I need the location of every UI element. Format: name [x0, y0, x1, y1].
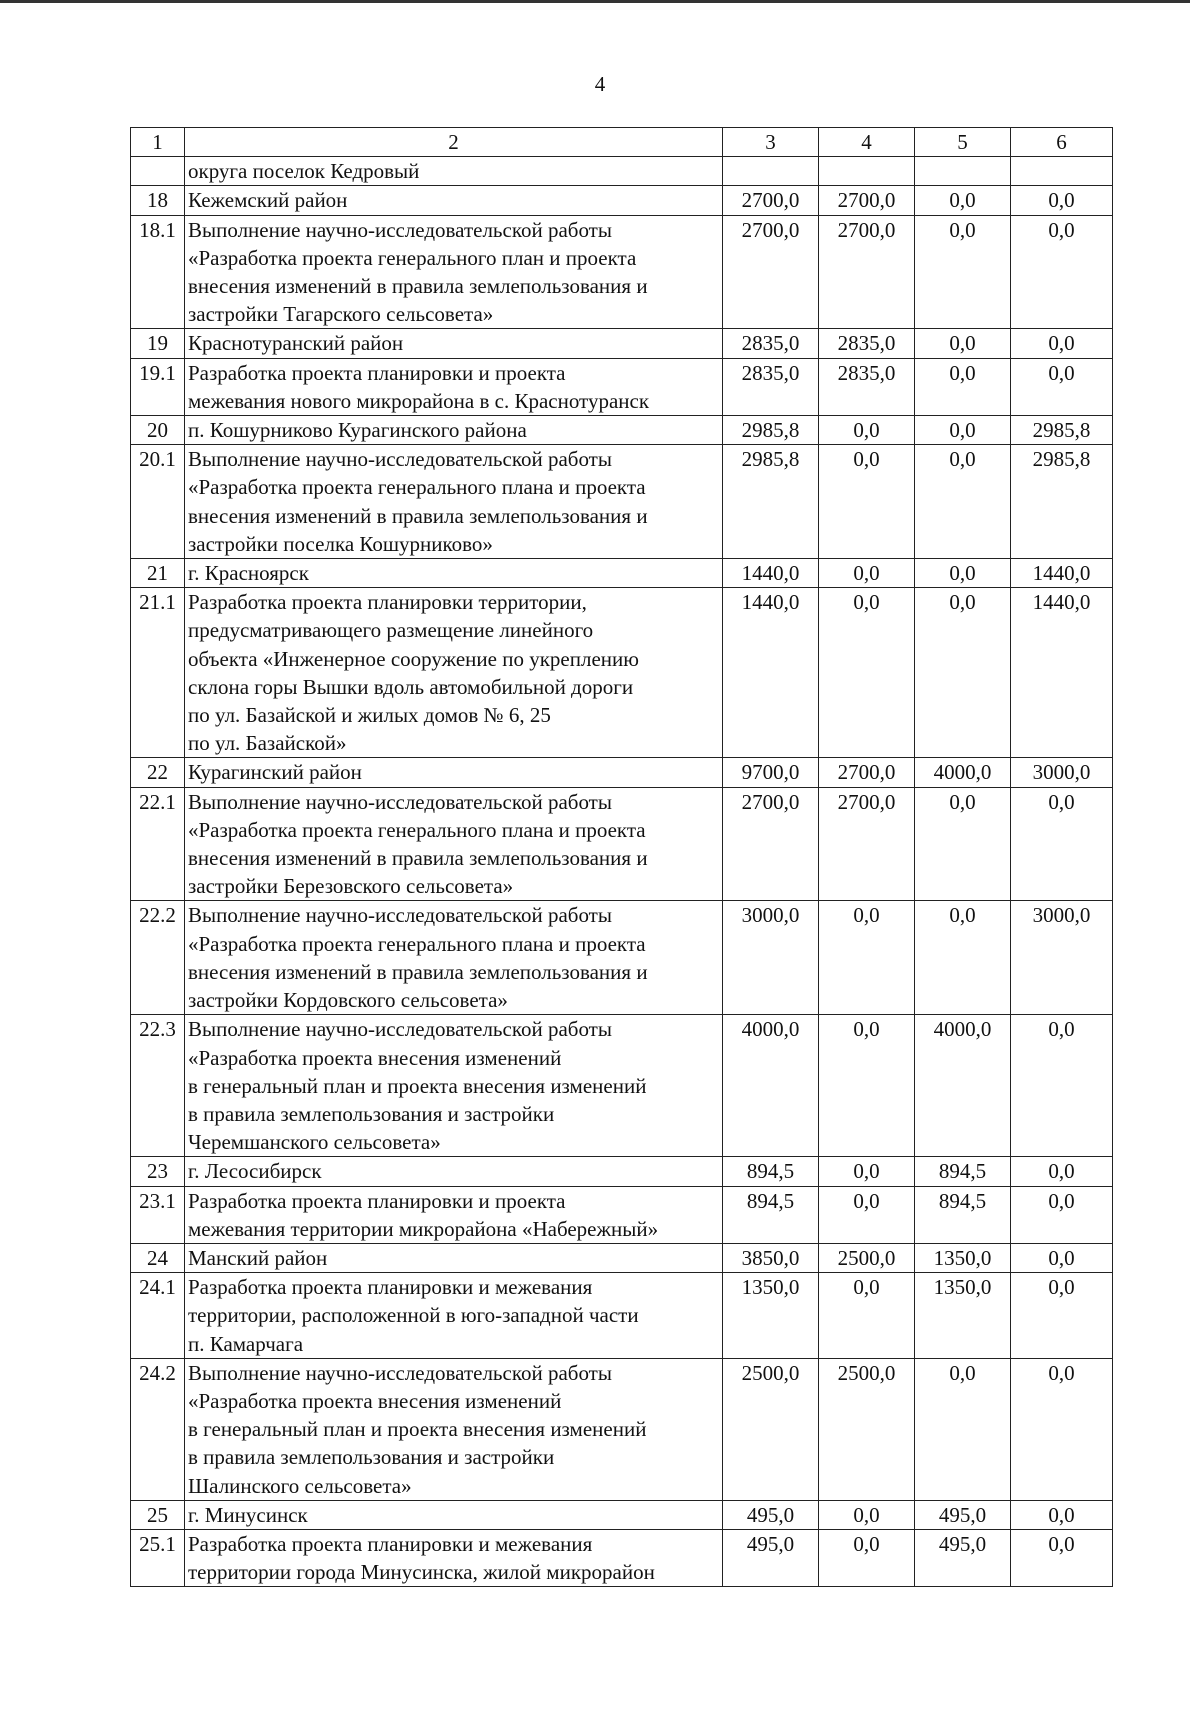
value-col-3: 9700,0 — [723, 758, 819, 787]
value-col-5: 495,0 — [915, 1529, 1011, 1586]
value-col-4: 0,0 — [819, 559, 915, 588]
value-col-4: 0,0 — [819, 901, 915, 1015]
row-name: округа поселок Кедровый — [185, 157, 723, 186]
row-number: 23.1 — [131, 1186, 185, 1243]
value-col-3: 2500,0 — [723, 1358, 819, 1500]
value-col-3: 1440,0 — [723, 588, 819, 758]
row-number: 18.1 — [131, 215, 185, 329]
header-col-1: 1 — [131, 128, 185, 157]
value-col-5: 0,0 — [915, 787, 1011, 901]
row-number: 19.1 — [131, 358, 185, 415]
value-col-3: 495,0 — [723, 1500, 819, 1529]
value-col-6: 2985,8 — [1011, 416, 1113, 445]
value-col-3: 495,0 — [723, 1529, 819, 1586]
table-row — [131, 329, 1113, 358]
value-col-6: 0,0 — [1011, 1186, 1113, 1243]
value-col-6: 0,0 — [1011, 1015, 1113, 1157]
table-row — [131, 588, 1113, 758]
row-name: Краснотуранский район — [185, 329, 723, 358]
value-col-4 — [819, 157, 915, 186]
table-row — [131, 1500, 1113, 1529]
value-col-5: 0,0 — [915, 186, 1011, 215]
table-row — [131, 186, 1113, 215]
value-col-5: 1350,0 — [915, 1273, 1011, 1359]
value-col-3: 2700,0 — [723, 787, 819, 901]
table-row — [131, 787, 1113, 901]
row-number: 23 — [131, 1157, 185, 1186]
value-col-6: 0,0 — [1011, 1273, 1113, 1359]
value-col-6: 1440,0 — [1011, 559, 1113, 588]
value-col-4: 2700,0 — [819, 215, 915, 329]
value-col-5: 0,0 — [915, 358, 1011, 415]
row-number: 20.1 — [131, 445, 185, 559]
table-row — [131, 416, 1113, 445]
row-number: 21.1 — [131, 588, 185, 758]
row-number: 24 — [131, 1243, 185, 1272]
value-col-6 — [1011, 157, 1113, 186]
value-col-3: 2985,8 — [723, 416, 819, 445]
row-name: Курагинский район — [185, 758, 723, 787]
header-col-2: 2 — [185, 128, 723, 157]
value-col-5: 0,0 — [915, 559, 1011, 588]
value-col-4: 0,0 — [819, 1186, 915, 1243]
row-number: 25.1 — [131, 1529, 185, 1586]
value-col-6: 0,0 — [1011, 329, 1113, 358]
row-number: 20 — [131, 416, 185, 445]
table-row — [131, 559, 1113, 588]
row-number: 24.1 — [131, 1273, 185, 1359]
value-col-3: 2835,0 — [723, 329, 819, 358]
table-row — [131, 1015, 1113, 1157]
table-row — [131, 1186, 1113, 1243]
value-col-5: 0,0 — [915, 588, 1011, 758]
value-col-3: 1440,0 — [723, 559, 819, 588]
row-number: 22.3 — [131, 1015, 185, 1157]
header-col-6: 6 — [1011, 128, 1113, 157]
value-col-4: 0,0 — [819, 1529, 915, 1586]
row-number: 25 — [131, 1500, 185, 1529]
value-col-6: 0,0 — [1011, 1500, 1113, 1529]
value-col-6: 0,0 — [1011, 1243, 1113, 1272]
value-col-5: 0,0 — [915, 445, 1011, 559]
value-col-6: 3000,0 — [1011, 758, 1113, 787]
row-name: Кежемский район — [185, 186, 723, 215]
value-col-4: 0,0 — [819, 416, 915, 445]
value-col-3: 4000,0 — [723, 1015, 819, 1157]
value-col-4: 0,0 — [819, 1015, 915, 1157]
value-col-4: 0,0 — [819, 1157, 915, 1186]
table-row — [131, 1243, 1113, 1272]
value-col-3: 2985,8 — [723, 445, 819, 559]
row-name: Выполнение научно-исследовательской работы «Разработка проекта внесения изменений в генеральный план и проекта внесения изменений в правила землепользования и застройки Шалинского сельсовета» — [185, 1358, 723, 1500]
row-name: г. Лесосибирск — [185, 1157, 723, 1186]
value-col-6: 0,0 — [1011, 1529, 1113, 1586]
row-number: 22.2 — [131, 901, 185, 1015]
row-name: Разработка проекта планировки территории, предусматривающего размещение линейного объекта «Инженерное сооружение по укреплению склона горы Вышки вдоль автомобильной дороги по ул. Базайской и жилых домов № 6, 25 по ул. Базайской» — [185, 588, 723, 758]
value-col-5: 0,0 — [915, 215, 1011, 329]
value-col-3: 2700,0 — [723, 215, 819, 329]
value-col-3: 3850,0 — [723, 1243, 819, 1272]
row-name: Разработка проекта планировки и межевания территории города Минусинска, жилой микрорайон — [185, 1529, 723, 1586]
value-col-4: 2835,0 — [819, 329, 915, 358]
value-col-6: 2985,8 — [1011, 445, 1113, 559]
value-col-4: 2500,0 — [819, 1358, 915, 1500]
row-number — [131, 157, 185, 186]
value-col-4: 0,0 — [819, 1500, 915, 1529]
value-col-4: 0,0 — [819, 588, 915, 758]
value-col-3: 2700,0 — [723, 186, 819, 215]
value-col-5: 0,0 — [915, 901, 1011, 1015]
table-row — [131, 1157, 1113, 1186]
value-col-5: 1350,0 — [915, 1243, 1011, 1272]
row-name: п. Кошурниково Курагинского района — [185, 416, 723, 445]
value-col-6: 0,0 — [1011, 787, 1113, 901]
row-name: Выполнение научно-исследовательской работы «Разработка проекта генерального плана и проекта внесения изменений в правила землепользования и застройки Березовского сельсовета» — [185, 787, 723, 901]
value-col-3 — [723, 157, 819, 186]
value-col-6: 0,0 — [1011, 1157, 1113, 1186]
table-row — [131, 901, 1113, 1015]
value-col-4: 2500,0 — [819, 1243, 915, 1272]
value-col-6: 0,0 — [1011, 1358, 1113, 1500]
value-col-6: 0,0 — [1011, 186, 1113, 215]
row-name: Выполнение научно-исследовательской работы «Разработка проекта генерального плана и проекта внесения изменений в правила землепользования и застройки поселка Кошурниково» — [185, 445, 723, 559]
row-name: Манский район — [185, 1243, 723, 1272]
value-col-3: 2835,0 — [723, 358, 819, 415]
row-number: 24.2 — [131, 1358, 185, 1500]
value-col-4: 2835,0 — [819, 358, 915, 415]
row-name: г. Минусинск — [185, 1500, 723, 1529]
value-col-5: 894,5 — [915, 1186, 1011, 1243]
value-col-4: 0,0 — [819, 445, 915, 559]
value-col-6: 0,0 — [1011, 358, 1113, 415]
table-row — [131, 1529, 1113, 1586]
data-table — [130, 127, 1113, 1587]
page-number: 4 — [594, 72, 606, 96]
row-number: 21 — [131, 559, 185, 588]
table-row — [131, 758, 1113, 787]
value-col-3: 894,5 — [723, 1186, 819, 1243]
table-header-row — [131, 128, 1113, 157]
value-col-3: 894,5 — [723, 1157, 819, 1186]
row-number: 22.1 — [131, 787, 185, 901]
value-col-3: 1350,0 — [723, 1273, 819, 1359]
row-name: Выполнение научно-исследовательской работы «Разработка проекта генерального план и проекта внесения изменений в правила землепользования и застройки Тагарского сельсовета» — [185, 215, 723, 329]
header-col-3: 3 — [723, 128, 819, 157]
value-col-5: 0,0 — [915, 416, 1011, 445]
row-name: Выполнение научно-исследовательской работы «Разработка проекта внесения изменений в генеральный план и проекта внесения изменений в правила землепользования и застройки Черемшанского сельсовета» — [185, 1015, 723, 1157]
value-col-5: 0,0 — [915, 1358, 1011, 1500]
value-col-6: 1440,0 — [1011, 588, 1113, 758]
row-number: 19 — [131, 329, 185, 358]
table-row — [131, 215, 1113, 329]
value-col-4: 2700,0 — [819, 787, 915, 901]
row-name: г. Красноярск — [185, 559, 723, 588]
row-name: Разработка проекта планировки и проекта межевания нового микрорайона в с. Краснотуранск — [185, 358, 723, 415]
row-number: 22 — [131, 758, 185, 787]
row-number: 18 — [131, 186, 185, 215]
header-col-5: 5 — [915, 128, 1011, 157]
table-row — [131, 1273, 1113, 1359]
table-row — [131, 445, 1113, 559]
value-col-5: 0,0 — [915, 329, 1011, 358]
value-col-5: 894,5 — [915, 1157, 1011, 1186]
table-row — [131, 157, 1113, 186]
row-name: Выполнение научно-исследовательской работы «Разработка проекта генерального плана и проекта внесения изменений в правила землепользования и застройки Кордовского сельсовета» — [185, 901, 723, 1015]
header-col-4: 4 — [819, 128, 915, 157]
row-name: Разработка проекта планировки и межевания территории, расположенной в юго-западной части п. Камарчага — [185, 1273, 723, 1359]
top-edge-line — [0, 0, 1190, 3]
value-col-5 — [915, 157, 1011, 186]
value-col-5: 4000,0 — [915, 758, 1011, 787]
table-row — [131, 358, 1113, 415]
value-col-3: 3000,0 — [723, 901, 819, 1015]
value-col-4: 2700,0 — [819, 758, 915, 787]
value-col-4: 0,0 — [819, 1273, 915, 1359]
value-col-5: 495,0 — [915, 1500, 1011, 1529]
value-col-5: 4000,0 — [915, 1015, 1011, 1157]
table-row — [131, 1358, 1113, 1500]
value-col-4: 2700,0 — [819, 186, 915, 215]
value-col-6: 3000,0 — [1011, 901, 1113, 1015]
value-col-6: 0,0 — [1011, 215, 1113, 329]
row-name: Разработка проекта планировки и проекта межевания территории микрорайона «Набережный» — [185, 1186, 723, 1243]
